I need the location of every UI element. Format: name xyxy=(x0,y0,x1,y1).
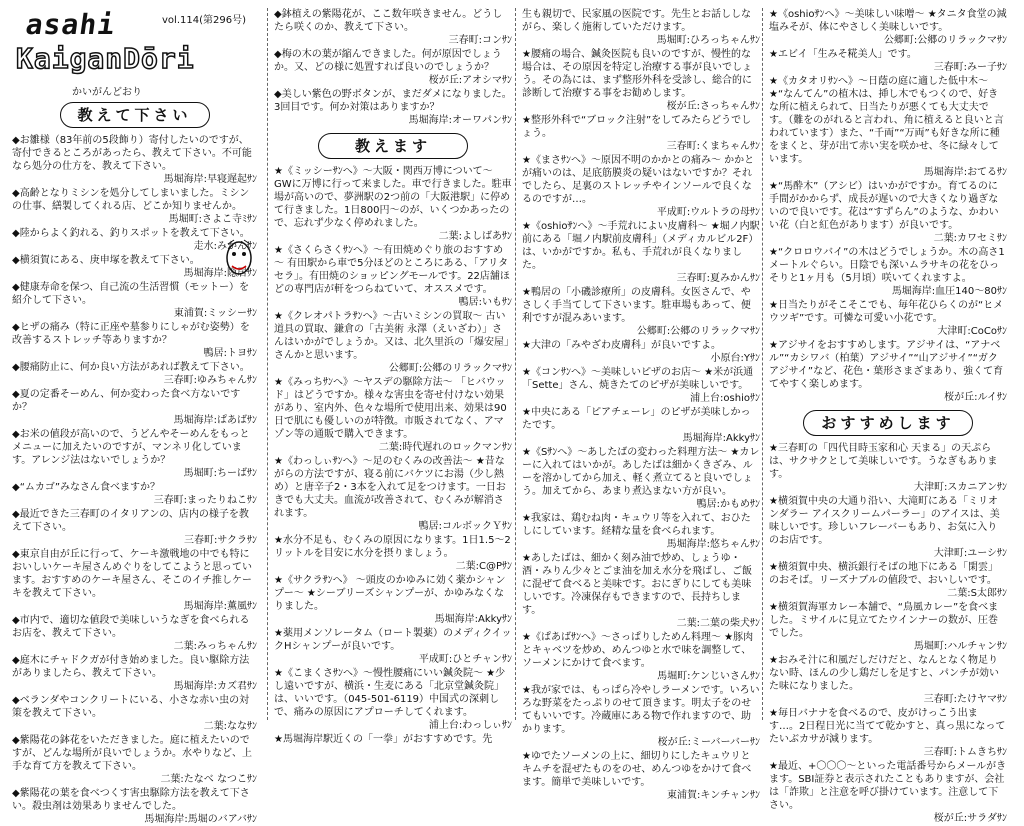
list-item xyxy=(769,442,1007,494)
item-signature: 浦上台:oshioｻﾝ xyxy=(690,393,760,404)
column-1 xyxy=(12,8,257,825)
item-text: ★《まさｻﾝへ》～原因不明のかかとの痛み～ かかとが痛いのは、足底筋膜炎の疑いはないですか？それでしたら、足裏のストレッチやインソールで良くなるのですが…。 xyxy=(522,155,755,205)
volume-number: vol.114(第296号) xyxy=(162,15,246,26)
item-text: ★横須賀中央、横浜銀行そばの地下にある「閑雲」のおそば。リーズナブルの値段で、おいしいです。 xyxy=(769,562,998,586)
item-text: ★《Sｻﾝへ》～あしたばの変わった料理方法～ ★カレーに入れてはいかが。あしたばは細かくきざみ、ルーを溶かしてから加え、軽く煮立てると良いでしょう。加えてから、あまり煮込まない方が良い。 xyxy=(522,447,760,497)
item-text: ★《ぱあばｻﾝへ》～さっぱりしためん料理～ ★豚肉とキャベツを炒め、めんつゆと水で味を調整して、ソーメンにかけて食べます。 xyxy=(522,632,754,669)
item-signature: 桜が丘:サラダｻﾝ xyxy=(933,813,1007,824)
item-signature: 二葉:C@Pｻﾝ xyxy=(455,561,512,572)
list-item xyxy=(274,48,512,87)
item-signature: 馬堀町:ケンじいさんｻﾝ xyxy=(657,671,760,682)
item-text: ◆紫陽花の鉢花をいただきました。庭に植えたいのですが、どんな場所が良いでしょうか。水やりなど、上手な育て方を教えて下さい。 xyxy=(12,735,252,772)
item-signature: 浦上台:わっしぃｻﾝ xyxy=(428,720,512,731)
item-signature: 馬堀海岸:Akkyｻﾝ xyxy=(682,433,760,444)
item-signature: 馬堀町:ひろっちゃんｻﾝ xyxy=(656,35,760,46)
item-signature: 馬堀海岸:ぱあばｻﾝ xyxy=(173,415,257,426)
item-signature: 鴨居:トヨｻﾝ xyxy=(203,348,257,359)
list-item xyxy=(12,428,257,480)
list-item xyxy=(769,75,1007,179)
item-signature: 二葉:ななｻﾝ xyxy=(203,721,257,732)
item-text: ★《oshioｻﾝへ》～美味しい味噌～ ★タニタ食堂の減塩みそが、体にやさしく美味しいです。 xyxy=(769,9,1007,33)
item-text: ★日当たりがそこそこでも、毎年花ひらくのが“ヒメウツギ”です。可憐な可愛い小花です。 xyxy=(769,300,1004,324)
list-item xyxy=(274,376,512,454)
item-signature: 馬堀町:さよこ寺ﾐｻﾝ xyxy=(168,214,257,225)
list-item xyxy=(274,88,512,127)
list-item xyxy=(522,366,760,405)
column-3 xyxy=(515,8,760,801)
item-text: ★《ミッシーｻﾝへ》～大阪・関西万博について～ GWに万博に行って来ました。車で行きました。駐車場が高いので、夢洲駅の2つ前の「大阪港駅」に停めて行きました。1日800円～のが、いくつかあったので、忘れず少なく停めれました。 xyxy=(274,166,512,229)
list-item xyxy=(12,134,257,186)
item-signature: 桜が丘:アオシマｻﾝ xyxy=(428,75,512,86)
item-signature: 馬堀海岸:オーワパンｻﾝ xyxy=(408,115,512,126)
item-signature: 馬堀海岸:おてるｻﾝ xyxy=(923,167,1007,178)
item-signature: 大津町:CoCoｻﾝ xyxy=(937,326,1007,337)
list-item xyxy=(274,455,512,533)
item-text: ◆陸からよく釣れる、釣りスポットを教えて下さい。 xyxy=(12,228,250,239)
list-item xyxy=(522,631,760,683)
list-item xyxy=(769,180,1007,245)
item-text: ★おみそ汁に和風だしだけだと、なんとなく物足りない時、ほんの少し鶏だしを足すと、パンチが効いた味になりました。 xyxy=(769,655,999,692)
item-signature: 馬堀町:ちーばｻﾝ xyxy=(183,468,257,479)
item-signature: 馬堀海岸:早寝遅起ｻﾝ xyxy=(163,174,257,185)
item-text: ★《サクラｻﾝへ》 ～頭皮のかゆみに効く薬かシャンプー～ ★シーブリーズシャンプーが、かゆみなくなりました。 xyxy=(274,575,506,612)
masthead xyxy=(12,8,257,96)
list-item xyxy=(769,654,1007,706)
item-signature: 二葉:二葉の柴犬ｻﾝ xyxy=(676,618,760,629)
list-item xyxy=(12,694,257,733)
item-signature: 東浦賀:ミッシーｻﾝ xyxy=(173,308,257,319)
item-text: ◆紫陽花の葉を食べつくす害虫駆除方法を教えて下さい。殺虫剤は効果ありませんでした。 xyxy=(12,788,250,812)
item-signature: 馬堀海岸:悠ちゃんｻﾝ xyxy=(666,539,760,550)
item-signature: 桜が丘:ミーバーバーｻﾝ xyxy=(657,737,760,748)
item-text: ◆“ムカゴ”みなさん食べますか？ xyxy=(12,482,161,493)
item-signature: 馬堀町:ハルチャンｻﾝ xyxy=(913,641,1007,652)
item-text: ◆ベランダやコンクリートにいる、小さな赤い虫の対策を教えて下さい。 xyxy=(12,695,250,719)
mask-illustration-icon xyxy=(222,238,256,282)
list-item xyxy=(769,299,1007,338)
item-text: ★アジサイをおすすめします。アジサイは、“アナベル”“カシワバ（柏葉）アジサイ”“山アジサイ”“ガクアジサイ”など、花色・葉形さまざまあり、強くて育てやすく楽しめます。 xyxy=(769,340,1004,390)
item-text: ★毎日バナナを食べるので、皮がけっこう出ます…。2日程日光に当てて乾かすと、真っ黒になってたいぶカサが減ります。 xyxy=(769,708,1006,745)
list-item xyxy=(769,339,1007,404)
item-text: ★あしたばは、細かく刻み油で炒め、しょうゆ・酒・みりん少々とごま油を加え水分を飛ばし、ご飯に混ぜて食べると美味です。おにぎりにしても美味しいです。冷凍保存もできますので、長持ちします。 xyxy=(522,553,752,616)
list-item xyxy=(12,361,257,387)
list-item xyxy=(522,552,760,630)
item-text: ★《クレオパトラｻﾝへ》～古いミシンの買取～ 古い道具の買取、鎌倉の「古美術 永澤（えいざわ）」さんはいかがでしょうか。又は、北久里浜の「爆安屋」さんかと思います。 xyxy=(274,311,509,361)
item-text: ◆庭木にチャドクガが付き始めました。良い駆除方法がありましたら、教えて下さい。 xyxy=(12,655,250,679)
item-text: ★《カタオリｻﾝへ》～日蔭の庭に適した低中木～ ★“なんてん”の植木は、挿し木でもつくので、好きな所に植えられて、日当たりが悪くても大丈夫です。（難をのがれると言われ、角に植えると良いと言われています）また、“千両”“万両”も好きな所に種をまくと、芽が出て赤い実を咲かせ、冬に緑々しています。 xyxy=(769,76,1004,165)
item-signature: 平成町:ウルトラの母ｻﾝ xyxy=(656,207,760,218)
item-text: ★整形外科で“ブロック注射”をしてみたらどうでしょう。 xyxy=(522,115,752,139)
list-item xyxy=(522,446,760,511)
item-signature: 三春町:くまちゃんｻﾝ xyxy=(666,141,760,152)
item-text: ★《こまくさｻﾝへ》～慢性腰痛にいい鍼灸院～ ★少し遠いですが、横浜・生麦にある「北京堂鍼灸院」は、いいです。（045-501-6119）中国式の深刺しで、痛みの原因にアプローチしてくれます。 xyxy=(274,668,506,718)
item-signature: 小原台:Yｻﾝ xyxy=(710,353,760,364)
item-signature: 東浦賀:キンチャンｻﾝ xyxy=(667,790,760,801)
list-item xyxy=(769,561,1007,600)
item-text: ◆東京自由が丘に行って、ケーキ激戦地の中でも特においしいケーキ屋さんめぐりをしてこようと思っています。おすすめのケーキ屋さん、そこのイチ推しケーキを教えて下さい。 xyxy=(12,549,252,599)
list-item xyxy=(522,114,760,153)
list-item xyxy=(274,310,512,375)
item-signature: 公郷町:公郷のリラックマｻﾝ xyxy=(636,326,760,337)
col4-top-items xyxy=(769,8,1007,404)
list-item xyxy=(769,495,1007,560)
item-signature: 三春町:たけヤマｻﾝ xyxy=(923,694,1007,705)
item-text: ★水分不足も、むくみの原因になります。1日1.5～2リットルを目安に水分を摂りましょう。 xyxy=(274,535,511,559)
list-item xyxy=(522,339,760,365)
item-signature: 三春町:まったりねこｻﾝ xyxy=(153,495,257,506)
item-signature: 三春町:サクラｻﾝ xyxy=(184,535,257,546)
item-text: ◆健康寿命を保つ、自己流の生活習慣（モットー）を紹介して下さい。 xyxy=(12,282,249,306)
list-item xyxy=(274,733,512,746)
item-signature: 大津町:ユーシｻﾝ xyxy=(933,548,1007,559)
list-item xyxy=(12,388,257,427)
item-text: ★《わっしぃｻﾝへ》～足のむくみの改善法～ ★昔ながらの方法ですが、寝る前にバケツにお湯（少し熱め）と唐辛子2・3本を入れて足をつけます。一日おきでも大丈夫。血流が改善されて、むくみが解消されます。 xyxy=(274,456,506,519)
item-signature: 三春町:コンｻﾝ xyxy=(448,35,512,46)
item-signature: 二葉:よしばあｻﾝ xyxy=(438,231,512,242)
heading-teach: 教えて下さい xyxy=(60,102,210,128)
item-text: ★最近、+〇〇〇～といった電話番号からメールがきます。SBI証券と表示されたこともありますが、会社は「詐欺」と注意を呼び掛けています。注意して下さい。 xyxy=(769,761,1007,811)
item-text: ★“馬酔木”（アシビ）はいかがですか。育てるのに手間がかからず、成長が遅いので大きくなり過ぎないので良いです。花は“すずらん”のような、かわいい花（白と紅色があります）が良いです。 xyxy=(769,181,999,231)
item-text: 生も親切で、民家風の医院です。先生とお話ししながら、楽しく施術していただけます。 xyxy=(522,9,751,33)
col2-top-items xyxy=(274,8,512,127)
item-signature: 二葉:カワセミｻﾝ xyxy=(933,233,1007,244)
item-text: ★エビイ「生みそ糀美人」です。 xyxy=(769,49,917,60)
item-text: ◆夏の定番そーめん、何か変わった食べ方ないですか？ xyxy=(12,389,241,413)
list-item xyxy=(769,601,1007,653)
list-item xyxy=(12,614,257,653)
item-text: ★薬用メンソレータム（ロート製薬）のメディクイックHシャンプーが良いです。 xyxy=(274,628,512,652)
list-item xyxy=(12,254,257,280)
item-text: ★三春町の「四代目時玉家和心 天まる」の天ぷらは、サクサクとして美味しいです。うなぎもあります。 xyxy=(769,443,998,480)
list-item xyxy=(522,286,760,338)
item-signature: 桜が丘:ルイｻﾝ xyxy=(944,392,1007,403)
list-item xyxy=(522,406,760,445)
item-signature: 三春町:ゆみちゃんｻﾝ xyxy=(163,375,257,386)
list-item xyxy=(274,534,512,573)
item-signature: 三春町:トムきちｻﾝ xyxy=(923,747,1007,758)
item-signature: 二葉:みっちゃんｻﾝ xyxy=(173,641,257,652)
list-item xyxy=(12,321,257,360)
list-item xyxy=(522,8,760,47)
item-signature: 桜が丘:さっちゃんｻﾝ xyxy=(666,101,760,112)
list-item xyxy=(12,481,257,507)
item-signature: 鴨居:かもめｻﾝ xyxy=(696,499,760,510)
item-text: ◆腰痛防止に、何か良い方法があれば教えて下さい。 xyxy=(12,362,250,373)
item-signature: 馬堀海岸:血圧140～80ｻﾝ xyxy=(891,286,1007,297)
item-signature: 馬堀海岸:薫風ｻﾝ xyxy=(183,601,257,612)
item-signature: 馬堀海岸:Akkyｻﾝ xyxy=(434,614,512,625)
logo-subtitle: かいがんどおり xyxy=(72,87,142,98)
heading-answer: 教えます xyxy=(318,133,468,159)
item-text: ◆お雛様（83年前の5段飾り）寄付したいのですが、寄付できるところがあったら、教えて下さい。不可能なら処分の仕方を、教えて下さい。 xyxy=(12,135,252,172)
col4-recommend-items xyxy=(769,442,1007,825)
list-item xyxy=(274,165,512,243)
item-signature: 鴨居:いもｻﾝ xyxy=(458,297,512,308)
item-signature: 三春町:夏みかんｻﾝ xyxy=(676,273,760,284)
list-item xyxy=(274,8,512,47)
heading-recommend: おすすめします xyxy=(803,410,973,436)
item-text: ★《oshioｻﾝへ》～手荒れによい皮膚科～ ★堀ノ内駅前にある「堀ノ内駅前皮膚科」（メディカルビル2F）は、いかがですか。私も、手荒れが良くなりました。 xyxy=(522,221,760,271)
item-text: ★“クロロウバイ”の木はどうでしょうか。木の高さ1メートルぐらい。日陰でも深いムラサキの花をひっそりと1ヶ月も（5月頃）咲いてくれますよ。 xyxy=(769,247,1005,284)
item-text: ★我が家では、もっぱら冷やしラーメンです。いろいろな野菜をたっぷりのせて頂きます。明太子をのせてもいいです。冷蔵庫にある物で作れますので、助かります。 xyxy=(522,685,760,735)
item-text: ◆鉢植えの紫陽花が、ここ数年咲きません。どうしたら咲くのか、教えて下さい。 xyxy=(274,9,503,33)
logo-asahi: asahi xyxy=(23,8,118,41)
list-item xyxy=(274,667,512,732)
list-item xyxy=(12,734,257,786)
item-text: ★横須賀中央の大通り沿い、大滝町にある「ミリオンダラー アイスクリームパーラー」のアイスは、美味しいです。珍しいフレーバーもあり、お気に入りのお店です。 xyxy=(769,496,1000,546)
item-text: ★馬堀海岸駅近くの「一拳」がおすすめです。先 xyxy=(274,734,493,745)
item-text: ◆市内で、適切な値段で美味しいうなぎを食べられるお店を、教えて下さい。 xyxy=(12,615,250,639)
list-item xyxy=(769,707,1007,759)
item-text: ★ゆでたソーメンの上に、細切りにしたキュウリとキムチを混ぜたものをのせ、めんつゆをかけて食べます。簡単で美味しいです。 xyxy=(522,751,752,788)
list-item xyxy=(12,787,257,826)
item-signature: 馬堀海岸:カズ君ｻﾝ xyxy=(173,681,257,692)
col3-items xyxy=(522,8,760,802)
list-item xyxy=(274,627,512,666)
list-item xyxy=(522,48,760,113)
item-signature: 二葉:S太郎ｻﾝ xyxy=(947,588,1007,599)
list-item xyxy=(522,684,760,749)
list-item xyxy=(522,154,760,219)
item-signature: 馬堀海岸:隠居ｻﾝ xyxy=(183,268,257,279)
item-text: ★《コンｻﾝへ》～美味しいピザのお店～ ★米が浜通「Sette」さん、焼きたてのピザが美味しいです。 xyxy=(522,367,754,391)
item-signature: 二葉:たなべ なつこｻﾝ xyxy=(160,774,257,785)
item-signature: 走水:みかんｻﾝ xyxy=(193,241,257,252)
list-item xyxy=(769,760,1007,825)
list-item xyxy=(12,281,257,320)
item-text: ★《みっちｻﾝへ》～ヤスデの駆除方法～ 「ヒバウッド」はどうですか。様々な害虫を寄せ付けない効果があり、室内外、色々な場所で使用出来、効果は90日で肌にも優しいのが特徴。市販されてなく、アマゾン等の通販で購入できます。 xyxy=(274,377,507,440)
list-item xyxy=(12,187,257,226)
item-signature: 二葉:時代遅れのロックマンｻﾝ xyxy=(378,442,512,453)
col2-answer-items xyxy=(274,165,512,746)
list-item xyxy=(522,220,760,285)
column-2 xyxy=(267,8,512,745)
item-text: ◆お米の値段が高いので、うどんやそーめんをもっとメニューに加えたいのですが、マンネリ化しています。アレンジ法はないでしょうか？ xyxy=(12,429,250,466)
item-signature: 三春町:みー子ｻﾝ xyxy=(933,62,1007,73)
item-text: ★腰痛の場合、鍼灸医院も良いのですが、慢性的な場合は、その原因を特定し治療する事が良いでしょう。その為には、まず整形外科を受診し、総合的に診断して治療する事をお勧めします。 xyxy=(522,49,752,99)
list-item xyxy=(274,574,512,626)
item-text: ◆横須賀にある、庚申塚を教えて下さい。 xyxy=(12,255,200,266)
item-text: ◆梅の木の葉が縮んできました。何が原因でしょうか。又、どの様に処置すれば良いのでしょうか？ xyxy=(274,49,502,73)
item-text: ◆ヒザの痛み（特に正座や墓参りにしゃがむ姿勢）を改善するストレッチ等ありますか？ xyxy=(12,322,250,346)
list-item xyxy=(522,512,760,551)
item-text: ★鴨居の「小磯診療所」の皮膚科。女医さんで、やさしく手当てして下さいます。駐車場もあって、便利ですが混みあいます。 xyxy=(522,287,751,324)
list-item xyxy=(522,750,760,802)
col1-items xyxy=(12,134,257,826)
list-item xyxy=(12,548,257,613)
list-item xyxy=(12,508,257,547)
list-item xyxy=(769,48,1007,74)
list-item xyxy=(769,246,1007,298)
item-signature: 公郷町:公郷のリラックマｻﾝ xyxy=(388,363,512,374)
item-signature: 大津町:スカニアンｻﾝ xyxy=(914,482,1007,493)
item-signature: 馬堀海岸:馬堀のバアバｻﾝ xyxy=(144,814,257,825)
item-text: ◆最近できた三春町のイタリアンの、店内の様子を教えて下さい。 xyxy=(12,509,249,533)
item-text: ◆美しい紫色の野ボタンが、まだダメになりました。3回目です。何か対策はありますか？ xyxy=(274,89,512,113)
item-signature: 公郷町:公郷のリラックマｻﾝ xyxy=(883,35,1007,46)
item-text: ★横須賀海軍カレー本舗で、“鳥風カレー”を食べました。ミサイルに見立てたウインナーの数が、圧巻でした。 xyxy=(769,602,999,639)
item-text: ★我家は、鶏むね肉・キュウリ等を入れて、おひたしにしています。経精な量を食べられます。 xyxy=(522,513,751,537)
item-text: ★中央にある「ピアチェーレ」のピザが美味しかったです。 xyxy=(522,407,751,431)
item-signature: 平成町:ひとチャンｻﾝ xyxy=(418,654,512,665)
column-4 xyxy=(762,8,1007,824)
list-item xyxy=(12,227,257,253)
logo-kaigandori: KaiganDōri xyxy=(16,42,195,75)
item-text: ◆高齢となりミシンを処分してしまいました。ミシンの仕事、繕製してくれる店、どこか知りませんか。 xyxy=(12,188,250,212)
list-item xyxy=(274,244,512,309)
item-signature: 鴨居:コルボックＹｻﾝ xyxy=(418,521,512,532)
list-item xyxy=(769,8,1007,47)
list-item xyxy=(12,654,257,693)
item-text: ★《さくらさくｻﾝへ》～有田焼めぐり旅のおすすめ～ 有田駅から車で5分ほどのところにある、「アリタセラ」。有田焼のショッピングモールです。22店舗ほどの専門店が軒をつらねていて、オススメです。 xyxy=(274,245,510,295)
item-text: ★大津の「みやざわ皮膚科」が良いですよ。 xyxy=(522,340,721,351)
